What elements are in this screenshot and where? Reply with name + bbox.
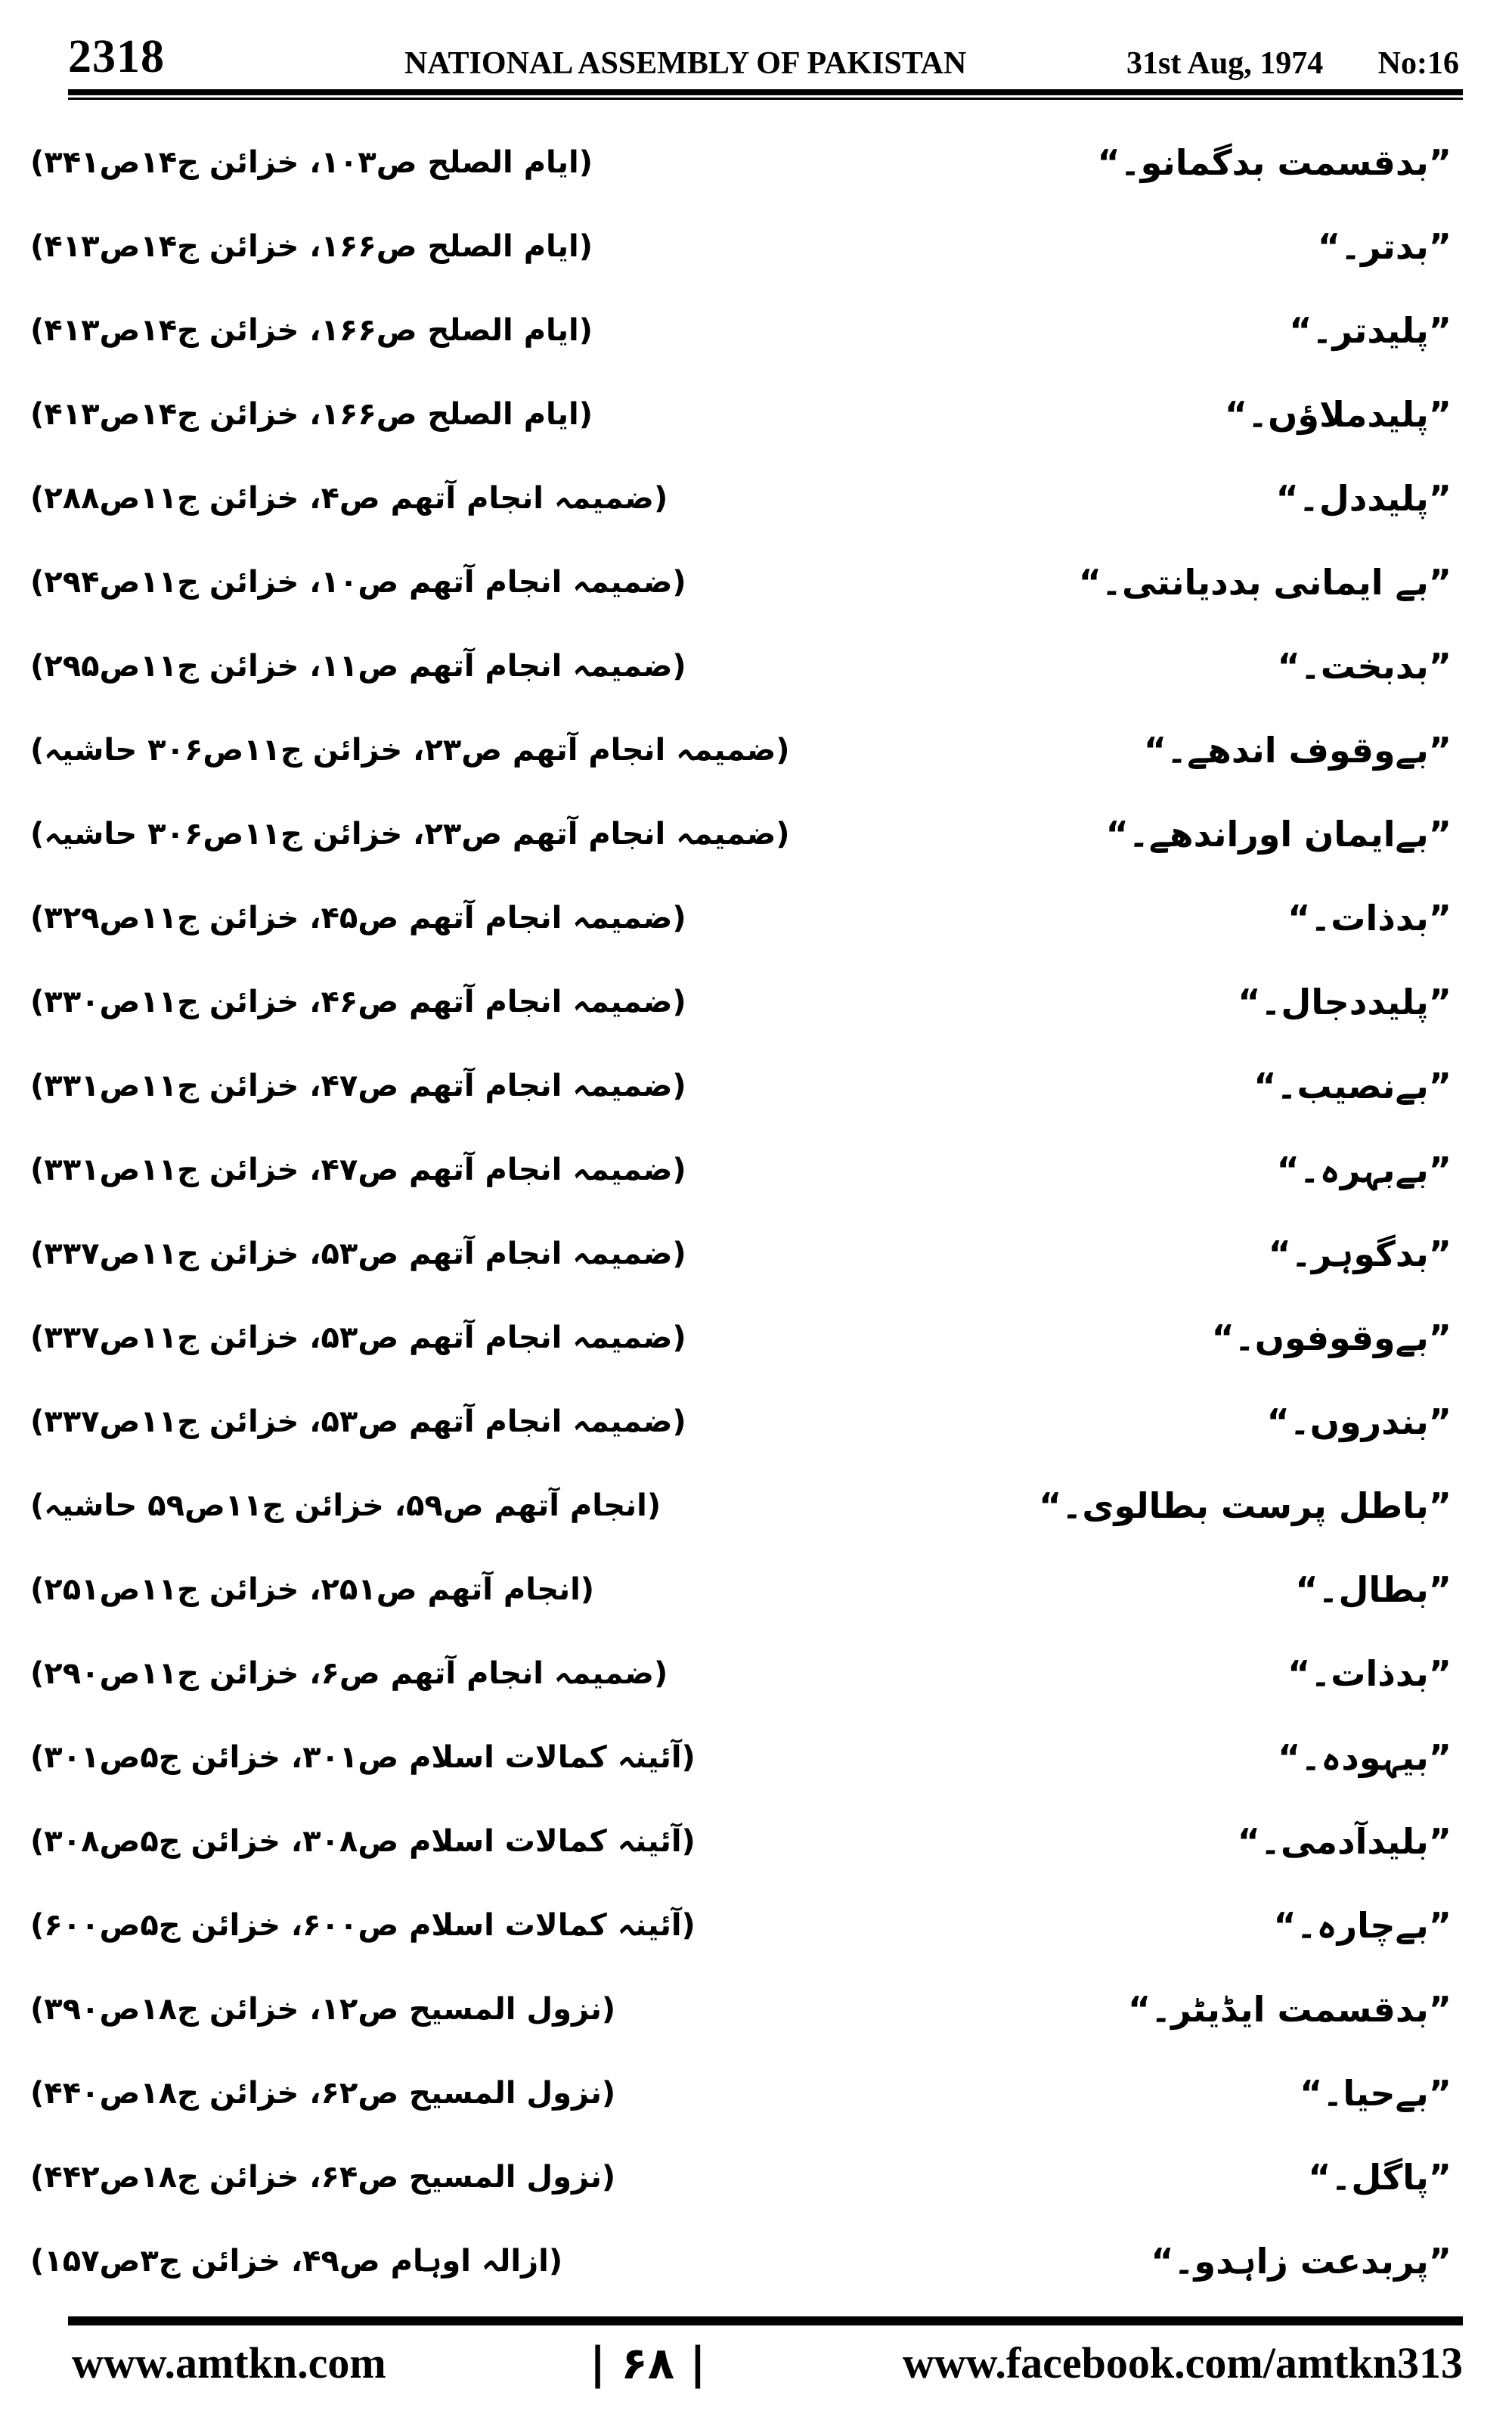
list-item	[30, 1308, 1452, 1392]
entry-term: ”بےایمان اوراندھے۔“	[1105, 814, 1452, 855]
entry-reference: (آئینہ کمالات اسلام ص۳۰۸، خزائن ج۵ص۳۰۸)	[30, 1824, 696, 1859]
publication-date: 31st Aug, 1974	[1126, 46, 1324, 81]
entry-reference: (نزول المسیح ص۶۴، خزائن ج۱۸ص۴۴۲)	[30, 2160, 616, 2195]
list-item	[30, 1727, 1452, 1811]
facebook-link[interactable]: www.facebook.com/amtkn313	[902, 2338, 1463, 2387]
list-item	[30, 132, 1452, 216]
entry-term: ”بےحیا۔“	[1300, 2073, 1452, 2114]
website-link[interactable]: www.amtkn.com	[72, 2338, 386, 2387]
list-item	[30, 1643, 1452, 1727]
entry-term: ”بےنصیب۔“	[1253, 1066, 1452, 1106]
entry-list	[30, 132, 1452, 2315]
entry-reference: (ایام الصلح ص۱۶۶، خزائن ج۱۴ص۴۱۳)	[30, 397, 593, 432]
entry-reference: (ازالہ اوہام ص۴۹، خزائن ج۳ص۱۵۷)	[30, 2244, 563, 2279]
entry-reference: (ضمیمہ انجام آتھم ص۱۱، خزائن ج۱۱ص۲۹۵)	[30, 649, 686, 684]
list-item	[30, 1811, 1452, 1895]
page-number: 2318	[68, 31, 165, 82]
entry-term: ”بیہودہ۔“	[1278, 1737, 1452, 1778]
entry-term: ”بدذات۔“	[1287, 1653, 1452, 1694]
entry-reference: (ضمیمہ انجام آتھم ص۲۳، خزائن ج۱۱ص۳۰۶ حاشیہ)	[30, 733, 790, 768]
list-item	[30, 804, 1452, 888]
entry-term: ”پلیددجال۔“	[1238, 982, 1452, 1022]
entry-reference: (نزول المسیح ص۶۲، خزائن ج۱۸ص۴۴۰)	[30, 2076, 616, 2111]
entry-reference: (ضمیمہ انجام آتھم ص۴۶، خزائن ج۱۱ص۳۳۰)	[30, 985, 686, 1019]
list-item	[30, 636, 1452, 720]
entry-term: ”بےوقوفوں۔“	[1211, 1317, 1452, 1358]
entry-term: ”بلیدآدمی۔“	[1237, 1821, 1452, 1862]
entry-reference: (ضمیمہ انجام آتھم ص۴۷، خزائن ج۱۱ص۳۳۱)	[30, 1069, 686, 1103]
list-item	[30, 1056, 1452, 1140]
entry-reference: (ضمیمہ انجام آتھم ص۴۷، خزائن ج۱۱ص۳۳۱)	[30, 1153, 686, 1187]
list-item	[30, 2231, 1452, 2315]
entry-reference: (انجام آتھم ص۵۹، خزائن ج۱۱ص۵۹ حاشیہ)	[30, 1488, 662, 1523]
list-item	[30, 1475, 1452, 1559]
list-item	[30, 1140, 1452, 1224]
entry-term: ”پلیدملاؤں۔“	[1224, 394, 1452, 435]
entry-term: ”باطل پرست بطالوی۔“	[1039, 1485, 1452, 1526]
list-item	[30, 2063, 1452, 2147]
issue-number: No:16	[1377, 46, 1459, 81]
list-item	[30, 1559, 1452, 1643]
entry-term: ”بدقسمت بدگمانو۔“	[1097, 142, 1452, 183]
entry-reference: (ایام الصلح ص۱۶۶، خزائن ج۱۴ص۴۱۳)	[30, 313, 593, 348]
entry-term: ”بدبخت۔“	[1277, 646, 1452, 687]
list-item	[30, 888, 1452, 972]
entry-reference: (ضمیمہ انجام آتھم ص۵۳، خزائن ج۱۱ص۳۳۷)	[30, 1236, 686, 1271]
entry-reference: (آئینہ کمالات اسلام ص۳۰۱، خزائن ج۵ص۳۰۱)	[30, 1740, 696, 1775]
entry-term: ”پلیددل۔“	[1275, 478, 1452, 519]
entry-term: ”بندروں۔“	[1266, 1401, 1452, 1442]
list-item	[30, 1392, 1452, 1475]
entry-reference: (ایام الصلح ص۱۰۳، خزائن ج۱۴ص۳۴۱)	[30, 145, 593, 180]
list-item	[30, 972, 1452, 1056]
header-divider	[68, 89, 1463, 100]
list-item	[30, 216, 1452, 300]
entry-term: ”بےوقوف اندھے۔“	[1143, 730, 1452, 771]
entry-reference: (ضمیمہ انجام آتھم ص۴۵، خزائن ج۱۱ص۳۲۹)	[30, 901, 686, 935]
entry-term: ”پلیدتر۔“	[1289, 310, 1452, 351]
entry-term: ”بدقسمت ایڈیٹر۔“	[1127, 1989, 1452, 2030]
entry-reference: (ضمیمہ انجام آتھم ص۵۳، خزائن ج۱۱ص۳۳۷)	[30, 1404, 686, 1439]
entry-reference: (ضمیمہ انجام آتھم ص۶، خزائن ج۱۱ص۲۹۰)	[30, 1656, 668, 1691]
entry-reference: (نزول المسیح ص۱۲، خزائن ج۱۸ص۳۹۰)	[30, 1992, 616, 2027]
page-footer	[68, 2333, 1463, 2394]
entry-term: ”پاگل۔“	[1308, 2157, 1452, 2198]
entry-term: ”بےبہرہ۔“	[1276, 1150, 1452, 1190]
footer-divider	[68, 2316, 1463, 2325]
list-item	[30, 1224, 1452, 1308]
list-item	[30, 720, 1452, 804]
list-item	[30, 552, 1452, 636]
list-item	[30, 300, 1452, 384]
entry-reference: (ایام الصلح ص۱۶۶، خزائن ج۱۴ص۴۱۳)	[30, 229, 593, 264]
entry-reference: (ضمیمہ انجام آتھم ص۵۳، خزائن ج۱۱ص۳۳۷)	[30, 1320, 686, 1355]
entry-term: ”بے ایمانی بددیانتی۔“	[1078, 562, 1452, 603]
entry-reference: (آئینہ کمالات اسلام ص۶۰۰، خزائن ج۵ص۶۰۰)	[30, 1908, 696, 1943]
entry-term: ”پربدعت زاہدو۔“	[1151, 2241, 1452, 2282]
entry-term: ”بطال۔“	[1295, 1569, 1452, 1610]
list-item	[30, 1895, 1452, 1979]
list-item	[30, 1979, 1452, 2063]
list-item	[30, 2147, 1452, 2231]
list-item	[30, 384, 1452, 468]
entry-reference: (انجام آتھم ص۲۵۱، خزائن ج۱۱ص۲۵۱)	[30, 1572, 595, 1607]
entry-reference: (ضمیمہ انجام آتھم ص۴، خزائن ج۱۱ص۲۸۸)	[30, 481, 668, 516]
entry-reference: (ضمیمہ انجام آتھم ص۱۰، خزائن ج۱۱ص۲۹۴)	[30, 565, 686, 600]
entry-term: ”بدذات۔“	[1287, 898, 1452, 939]
publication-title: NATIONAL ASSEMBLY OF PAKISTAN	[404, 46, 967, 81]
entry-reference: (ضمیمہ انجام آتھم ص۲۳، خزائن ج۱۱ص۳۰۶ حاشیہ)	[30, 817, 790, 852]
list-item	[30, 468, 1452, 552]
page-header	[68, 23, 1459, 91]
page-marker: | ۶۸ |	[590, 2338, 706, 2389]
entry-term: ”بدتر۔“	[1317, 226, 1452, 267]
entry-term: ”بدگوہر۔“	[1268, 1233, 1452, 1274]
entry-term: ”بےچارہ۔“	[1273, 1905, 1452, 1946]
